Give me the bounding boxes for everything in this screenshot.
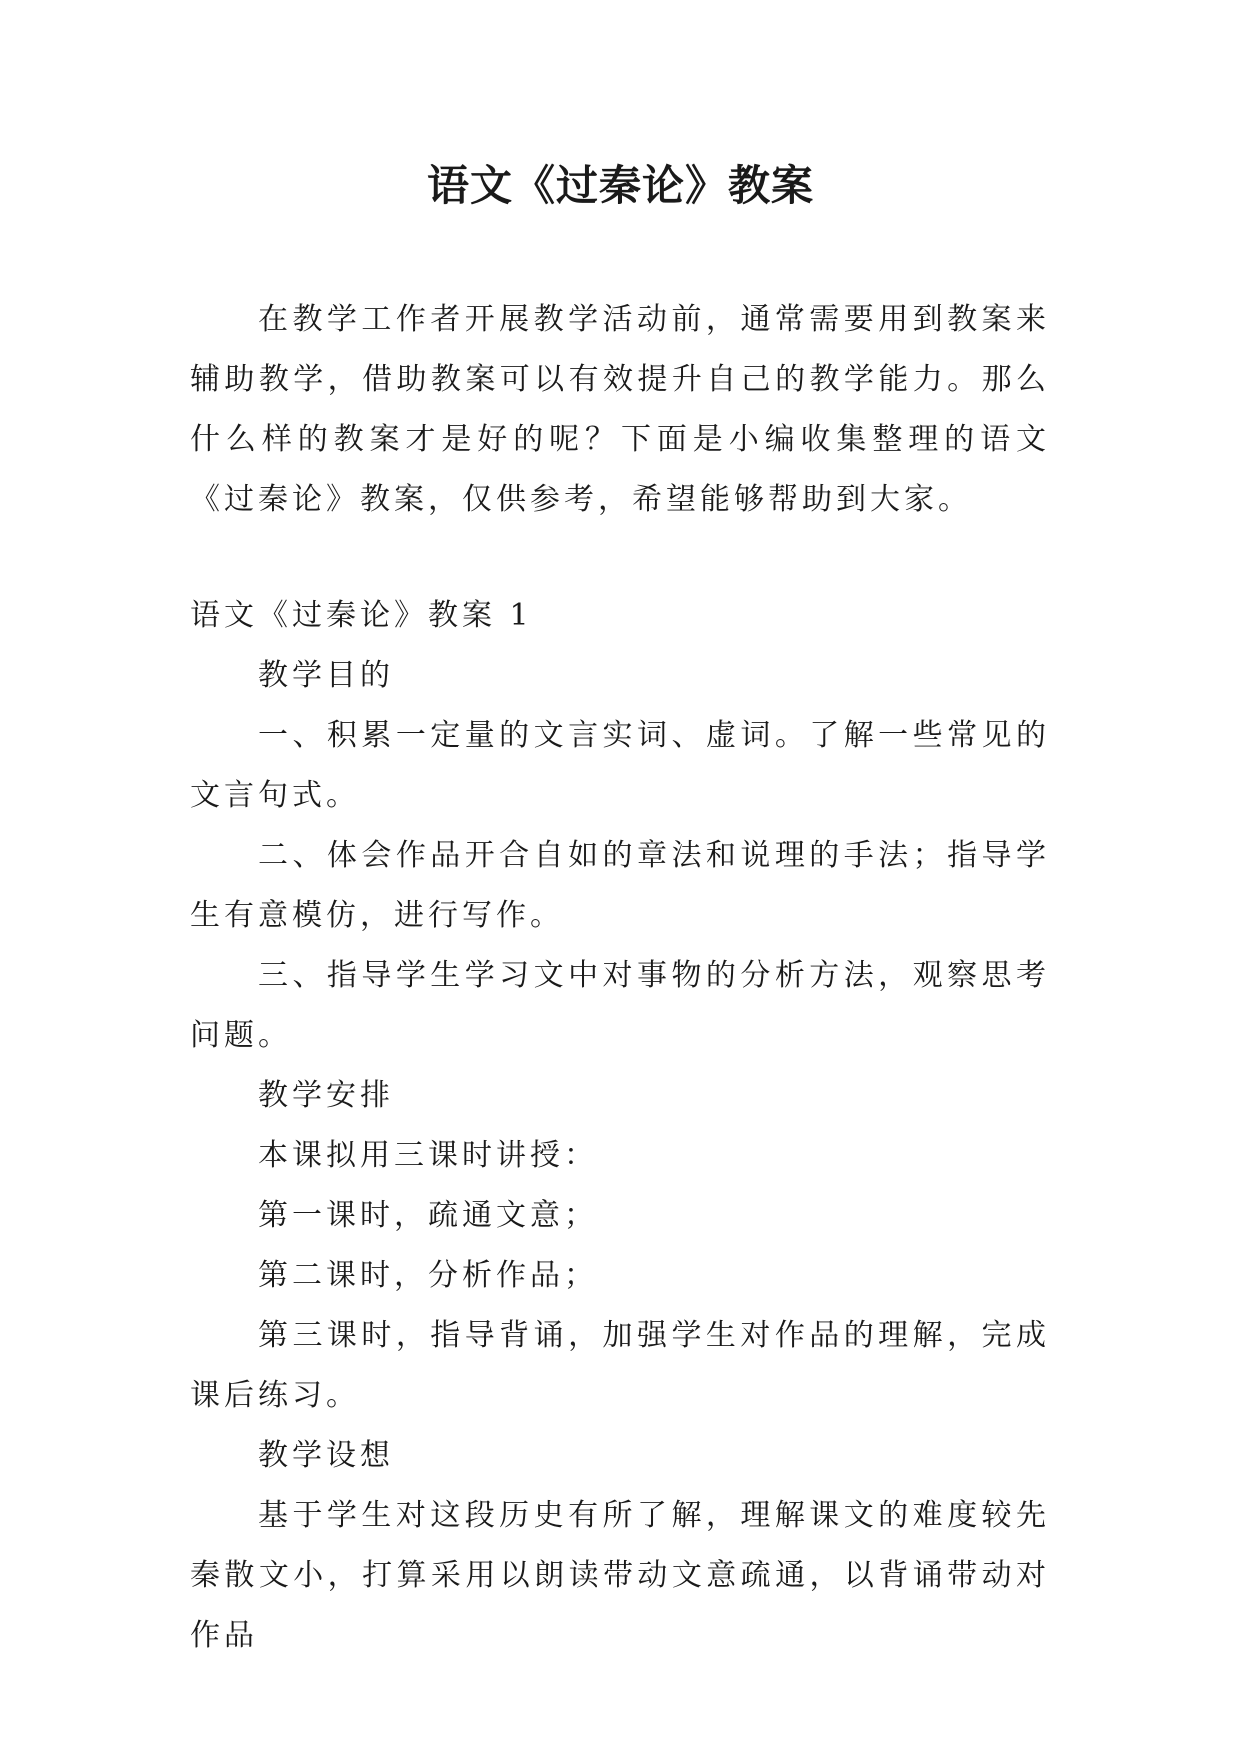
subheading-teaching-concept: 教学设想	[258, 1438, 394, 1473]
lesson-2: 第二课时，分析作品；	[258, 1258, 598, 1293]
goal-item-2: 二、体会作品开合自如的章法和说理的手法；指导学生有意模仿，进行写作。	[190, 838, 1050, 933]
document-body	[190, 290, 1050, 1666]
concept-paragraph: 基于学生对这段历史有所了解，理解课文的难度较先秦散文小，打算采用以朗读带动文意疏通，以背诵带动对作品	[190, 1498, 1050, 1653]
arrangement-intro: 本课拟用三课时讲授：	[258, 1138, 598, 1173]
lesson-3: 第三课时，指导背诵，加强学生对作品的理解，完成课后练习。	[190, 1318, 1050, 1413]
goal-item-1: 一、积累一定量的文言实词、虚词。了解一些常见的文言句式。	[190, 718, 1050, 813]
lesson-1: 第一课时，疏通文意；	[258, 1198, 598, 1233]
subheading-teaching-goals: 教学目的	[258, 658, 394, 693]
intro-paragraph: 在教学工作者开展教学活动前，通常需要用到教案来辅助教学，借助教案可以有效提升自己的教学能力。那么什么样的教案才是好的呢？下面是小编收集整理的语文《过秦论》教案，仅供参考，希望能够帮助到大家。	[190, 302, 1050, 517]
document-title: 语文《过秦论》教案	[426, 161, 814, 210]
goal-item-3: 三、指导学生学习文中对事物的分析方法，观察思考问题。	[190, 958, 1050, 1053]
section-heading: 语文《过秦论》教案 1	[190, 598, 533, 633]
subheading-teaching-arrangement: 教学安排	[258, 1078, 394, 1113]
